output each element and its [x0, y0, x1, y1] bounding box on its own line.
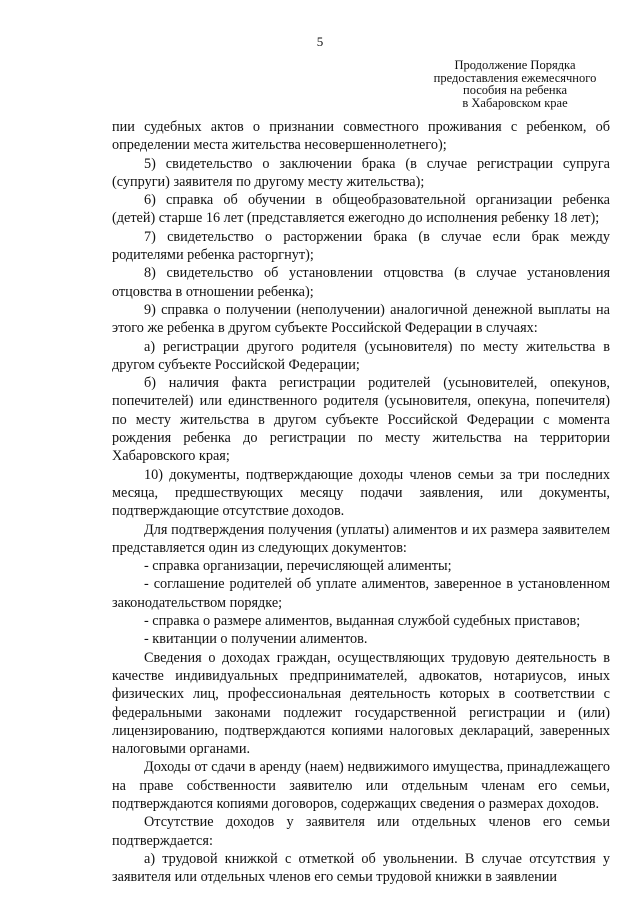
paragraph: б) наличия факта регистрации родителей (усыновителей, опекунов, попечителей) или единственного родителя (усыновителя, опекуна, попечителя) по месту жительства в другом субъекте Российской Федерации с момента рождения ребенка до регистрации по месту жительства на территории Хабаровского края;	[112, 375, 610, 465]
header-note	[420, 59, 610, 109]
paragraph: 6) справка об обучении в общеобразовательной организации ребенка (детей) старше 16 лет (представляется ежегодно до исполнения ребенку 18 лет);	[112, 192, 610, 227]
paragraph: Сведения о доходах граждан, осуществляющих трудовую деятельность в качестве индивидуальных предпринимателей, адвокатов, нотариусов, иных физических лиц, профессиональная деятельность которых в соответствии с федеральными законами подлежит государственной регистрации и (или) лицензированию, подтверждаются копиями налоговых деклараций, заверенных налоговыми органами.	[112, 649, 610, 758]
list-item: - справка организации, перечисляющей алименты;	[144, 558, 452, 575]
paragraph: пии судебных актов о признании совместного проживания с ребенком, об определении места жительства несовершеннолетнего);	[112, 119, 610, 154]
header-note-line: предоставления ежемесячного	[433, 70, 597, 85]
paragraph: 10) документы, подтверждающие доходы членов семьи за три последних месяца, предшествующих месяцу подачи заявления, или документы, подтверждающие отсутствие доходов.	[112, 466, 610, 520]
paragraph: 5) свидетельство о заключении брака (в случае регистрации супруга (супруги) заявителя по другому месту жительства);	[112, 155, 610, 190]
header-note-line: в Хабаровском крае	[462, 95, 568, 110]
paragraph: а) регистрации другого родителя (усыновителя) по месту жительства в другом субъекте Российской Федерации;	[112, 338, 610, 373]
list-item: - квитанции о получении алиментов.	[144, 631, 368, 648]
list-item: - соглашение родителей об уплате алиментов, заверенное в установленном законодательством порядке;	[112, 576, 610, 611]
paragraph: Доходы от сдачи в аренду (наем) недвижимого имущества, принадлежащего на праве собственности заявителю или отдельным членам его семьи, подтверждаются копиями договоров, содержащих сведения о размерах доходов.	[112, 759, 610, 812]
header-note-line: Продолжение Порядка	[454, 58, 576, 72]
paragraph: Для подтверждения получения (уплаты) алиментов и их размера заявителем представляется один из следующих документов:	[112, 521, 610, 556]
paragraph: Отсутствие доходов у заявителя или отдельных членов его семьи подтверждается:	[112, 814, 610, 849]
list-item: - справка о размере алиментов, выданная службой судебных приставов;	[144, 613, 581, 630]
paragraph: а) трудовой книжкой с отметкой об увольнении. В случае отсутствия у заявителя или отдельных членов его семьи трудовой книжки в заявлении	[112, 850, 610, 886]
paragraph: 8) свидетельство об установлении отцовства (в случае установления отцовства в отношении ребенка);	[112, 265, 610, 300]
header-note-line: пособия на ребенка	[463, 83, 567, 97]
document-body	[112, 118, 610, 886]
paragraph: 7) свидетельство о расторжении брака (в случае если брак между родителями ребенка расторгнут);	[112, 228, 610, 264]
page-number: 5	[316, 34, 324, 49]
paragraph: 9) справка о получении (неполучении) аналогичной денежной выплаты на этого же ребенка в другом субъекте Российской Федерации в случаях:	[112, 301, 610, 337]
